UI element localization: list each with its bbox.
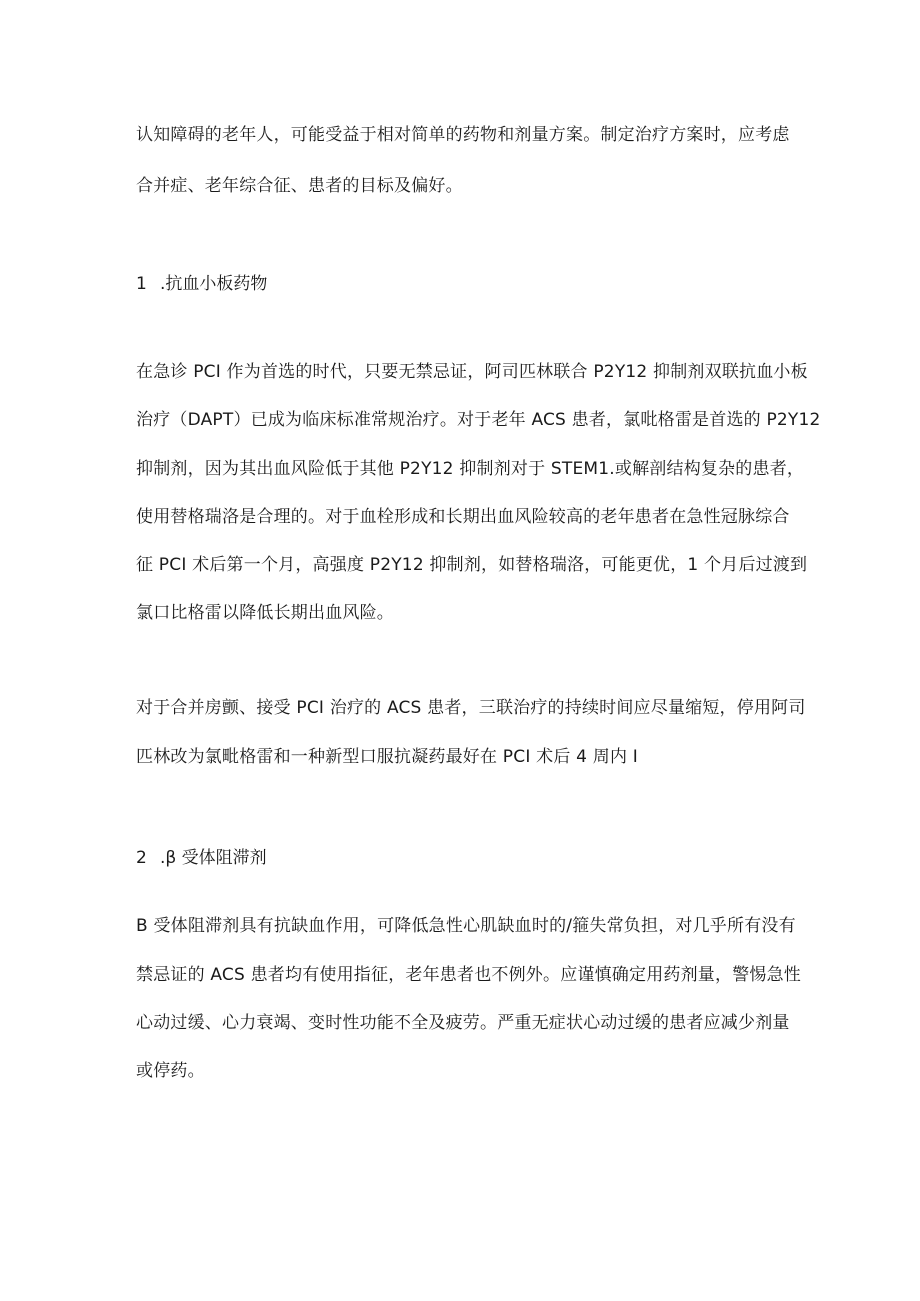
para3-line-2: 禁忌证的 ACS 患者均有使用指征，老年患者也不例外。应谨慎确定用药剂量，警惕急性 (136, 965, 801, 985)
section-title: .抗血小板药物 (160, 274, 268, 294)
para1-line-3: 抑制剂，因为其出血风险低于其他 P2Y12 抑制剂对于 STEM1.或解剖结构复杂的患者， (136, 459, 805, 479)
para1-line-5: 征 PCI 术后第一个月，高强度 P2Y12 抑制剂，如替格瑞洛，可能更优，1 个月后过渡到 (136, 555, 808, 575)
section-number: 2 (136, 848, 147, 868)
para3-line-1: B 受体阻滞剂具有抗缺血作用，可降低急性心肌缺血时的/箍失常负担，对几乎所有没有 (136, 916, 796, 936)
para2-line-2: 匹林改为氯毗格雷和一种新型口服抗凝药最好在 PCI 术后 4 周内 I (136, 747, 638, 767)
section-heading-antiplatelet (136, 272, 267, 296)
section-title: .β 受体阻滞剂 (160, 848, 267, 868)
para1-line-4: 使用替格瑞洛是合理的。对于血栓形成和长期出血风险较高的老年患者在急性冠脉综合 (136, 507, 790, 527)
para1-line-6: 氯口比格雷以降低长期出血风险。 (136, 603, 394, 623)
para1-line-2: 治疗（DAPT）已成为临床标准常规治疗。对于老年 ACS 患者，氯吡格雷是首选的 P2Y12 (136, 410, 821, 430)
para3-line-3: 心动过缓、心力衰竭、变时性功能不全及疲劳。严重无症状心动过缓的患者应减少剂量 (136, 1013, 790, 1033)
para2-line-1: 对于合并房颤、接受 PCI 治疗的 ACS 患者，三联治疗的持续时间应尽量缩短，停用阿司 (136, 698, 806, 718)
para1-line-1: 在急诊 PCI 作为首选的时代，只要无禁忌证，阿司匹林联合 P2Y12 抑制剂双联抗血小板 (136, 362, 808, 382)
intro-line-1: 认知障碍的老年人，可能受益于相对简单的药物和剂量方案。制定治疗方案时，应考虑 (136, 125, 790, 145)
intro-line-2: 合并症、老年综合征、患者的目标及偏好。 (136, 176, 463, 196)
section-heading-beta-blockers (136, 846, 267, 870)
para3-line-4: 或停药。 (136, 1061, 205, 1081)
section-number: 1 (136, 274, 147, 294)
